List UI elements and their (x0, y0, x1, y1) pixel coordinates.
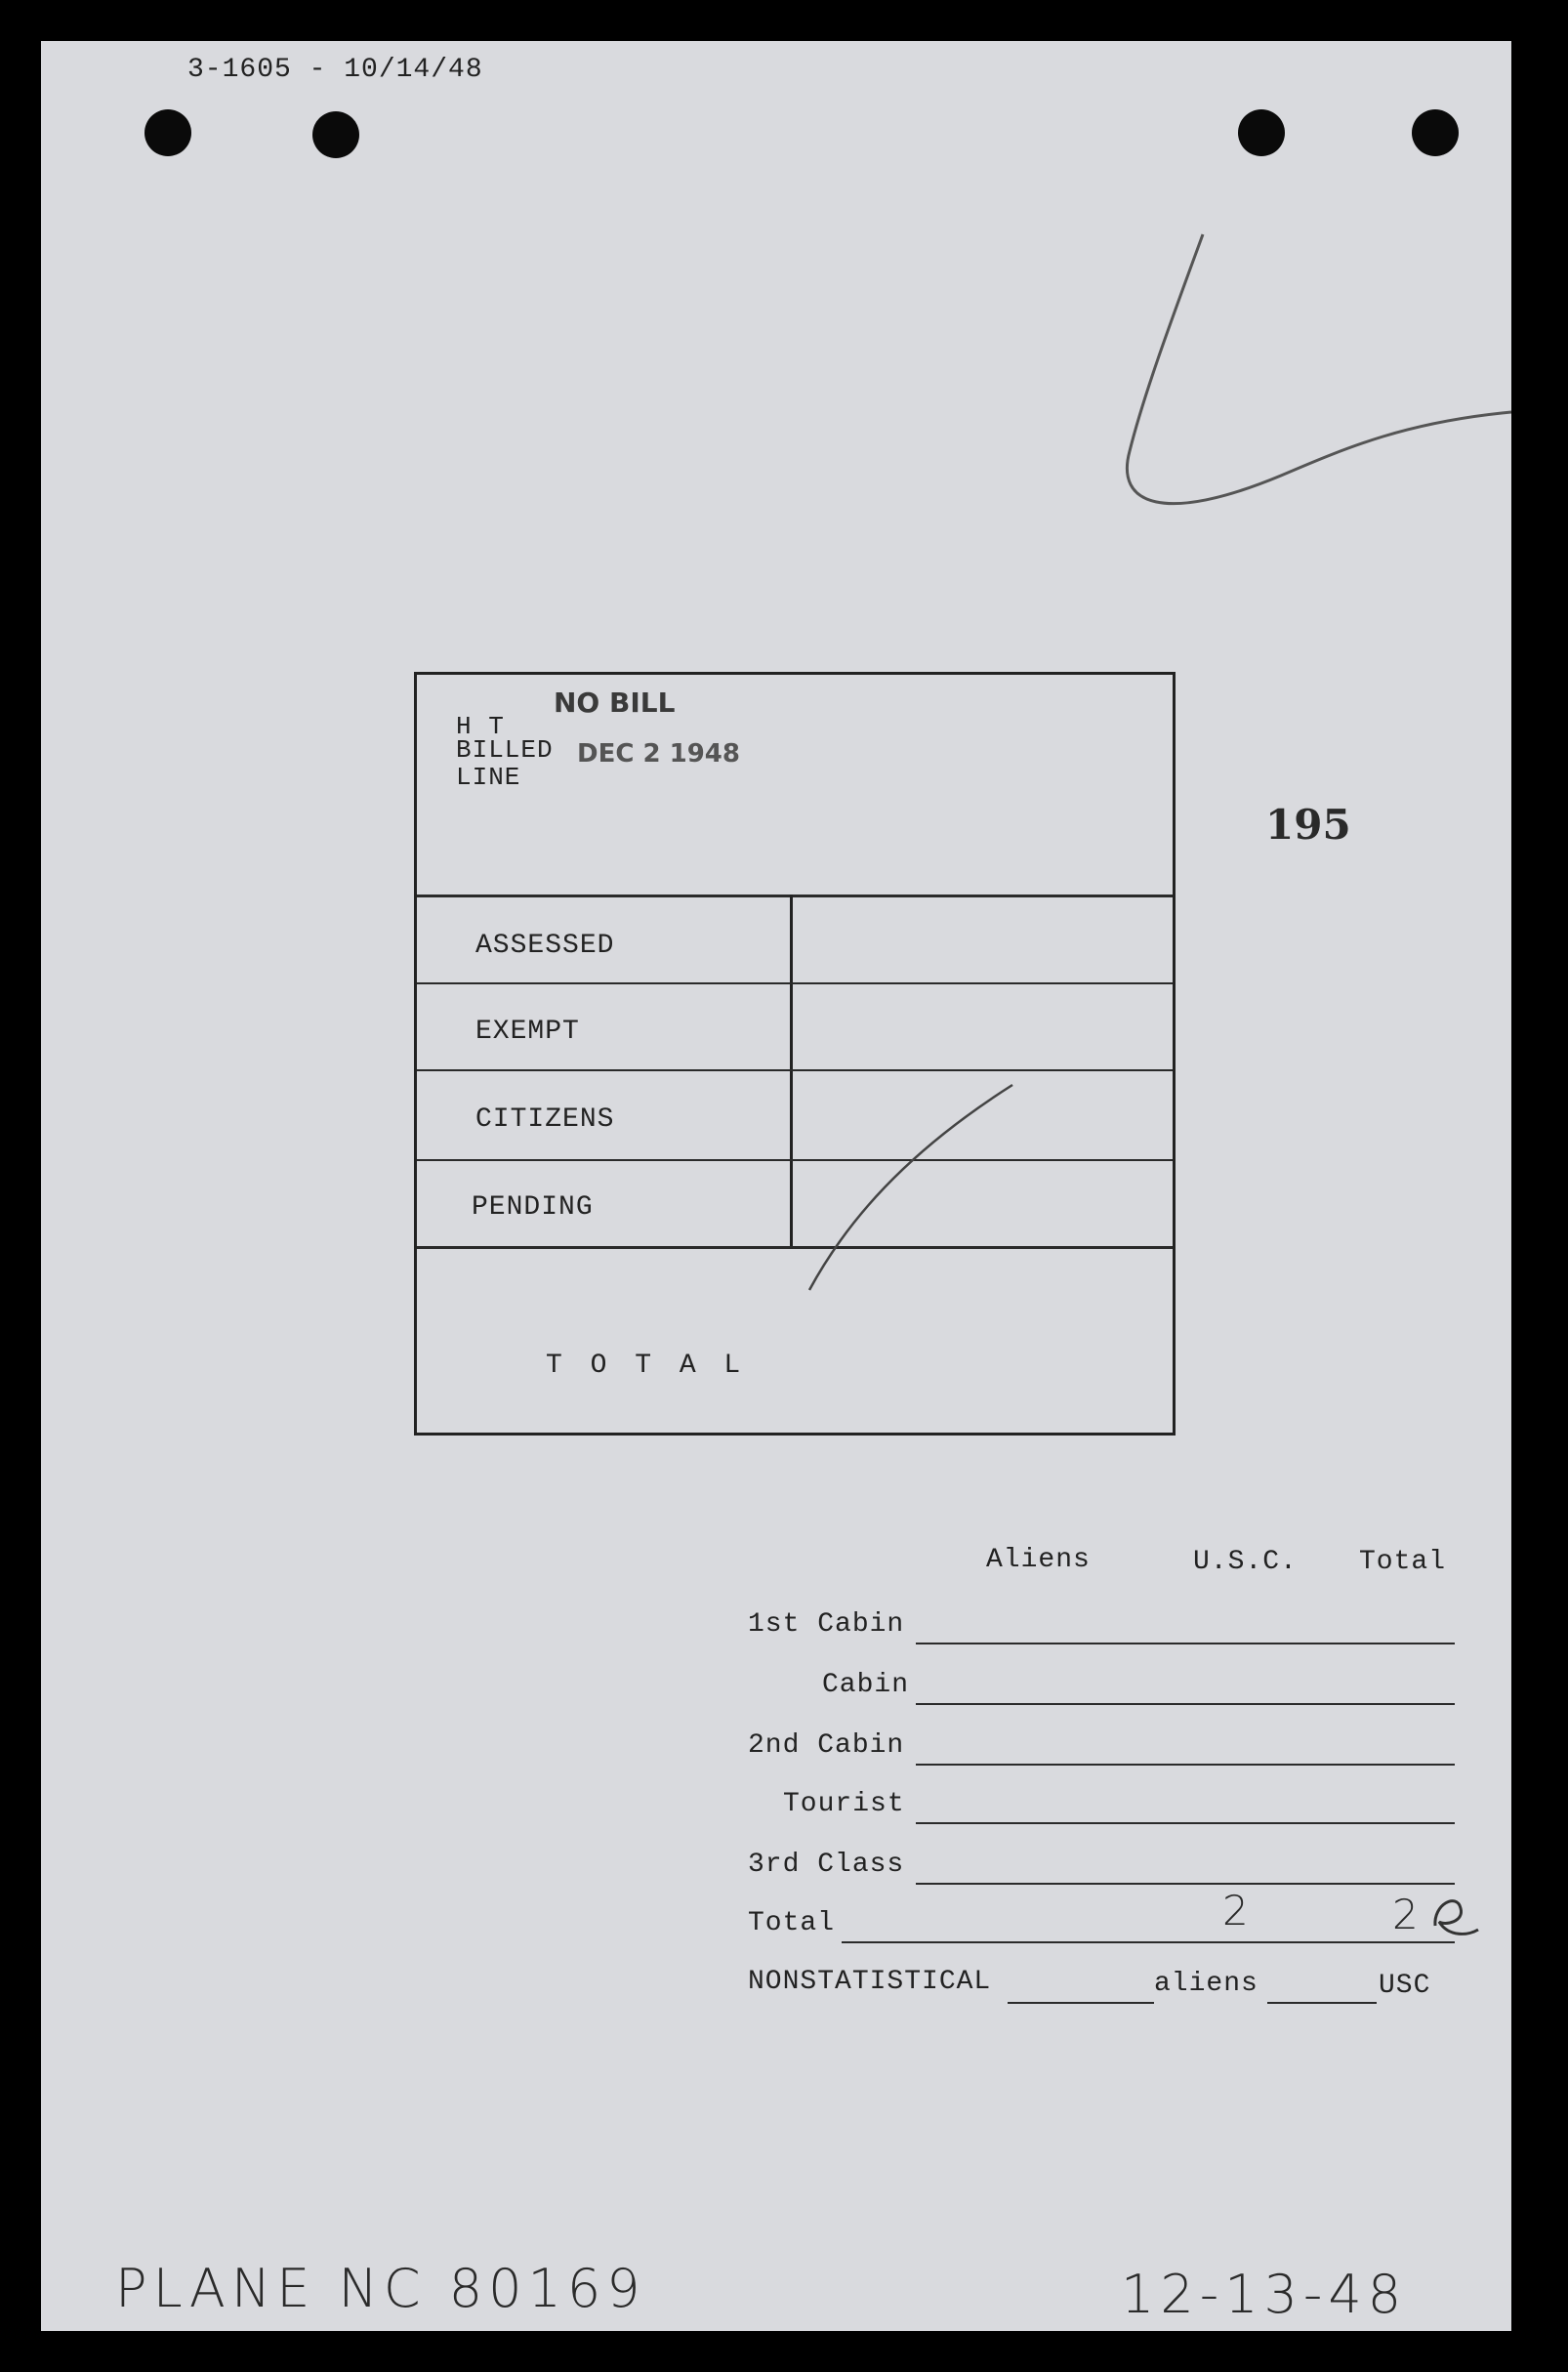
row-tourist: Tourist (783, 1789, 905, 1819)
plane-note: PLANE NC 80169 (115, 2258, 646, 2319)
pencil-mark (41, 41, 1511, 725)
nonstat-label: NONSTATISTICAL (748, 1967, 992, 1997)
col-header-usc: U.S.C. (1193, 1547, 1298, 1577)
nonstat-aliens: aliens (1154, 1969, 1259, 1999)
fill-line (1008, 2002, 1154, 2004)
fill-line (916, 1643, 1455, 1644)
row-1st-cabin: 1st Cabin (748, 1609, 905, 1640)
box-divider (417, 895, 1173, 897)
fill-line (916, 1764, 1455, 1766)
billing-line-billed: BILLED (456, 735, 554, 765)
fill-line (1267, 2002, 1377, 2004)
fill-line (916, 1883, 1455, 1885)
row-2nd-cabin: 2nd Cabin (748, 1730, 905, 1761)
row-divider (417, 982, 1173, 984)
total-label: T O T A L (546, 1351, 747, 1381)
handwritten-mark (1427, 1887, 1486, 1945)
billing-line-ht: H T (456, 712, 505, 741)
col-header-aliens: Aliens (986, 1545, 1091, 1575)
check-mark (788, 1046, 1178, 1300)
fill-line (916, 1822, 1455, 1824)
side-number: 195 (1265, 801, 1351, 849)
fill-line (842, 1941, 1455, 1943)
nonstat-usc: USC (1379, 1971, 1431, 2001)
total-aliens-value: 2 (1222, 1887, 1249, 1935)
row-pending: PENDING (472, 1192, 594, 1223)
date-stamp: DEC 2 1948 (577, 739, 740, 769)
status-box (414, 672, 1176, 1436)
col-header-total: Total (1359, 1547, 1447, 1577)
row-3rd-class: 3rd Class (748, 1850, 905, 1880)
handwritten-date: 12-13-48 (1121, 2264, 1408, 2325)
row-total: Total (748, 1908, 836, 1938)
billing-line-line: LINE (456, 763, 521, 792)
form-code: 3-1605 - 10/14/48 (187, 55, 483, 85)
row-assessed: ASSESSED (475, 931, 615, 961)
document-page (41, 41, 1511, 2331)
row-cabin: Cabin (822, 1670, 910, 1700)
fill-line (916, 1703, 1455, 1705)
no-bill-stamp: NO BILL (554, 687, 676, 719)
row-citizens: CITIZENS (475, 1104, 615, 1135)
total-total-value: 2 (1392, 1891, 1419, 1938)
row-exempt: EXEMPT (475, 1017, 580, 1047)
